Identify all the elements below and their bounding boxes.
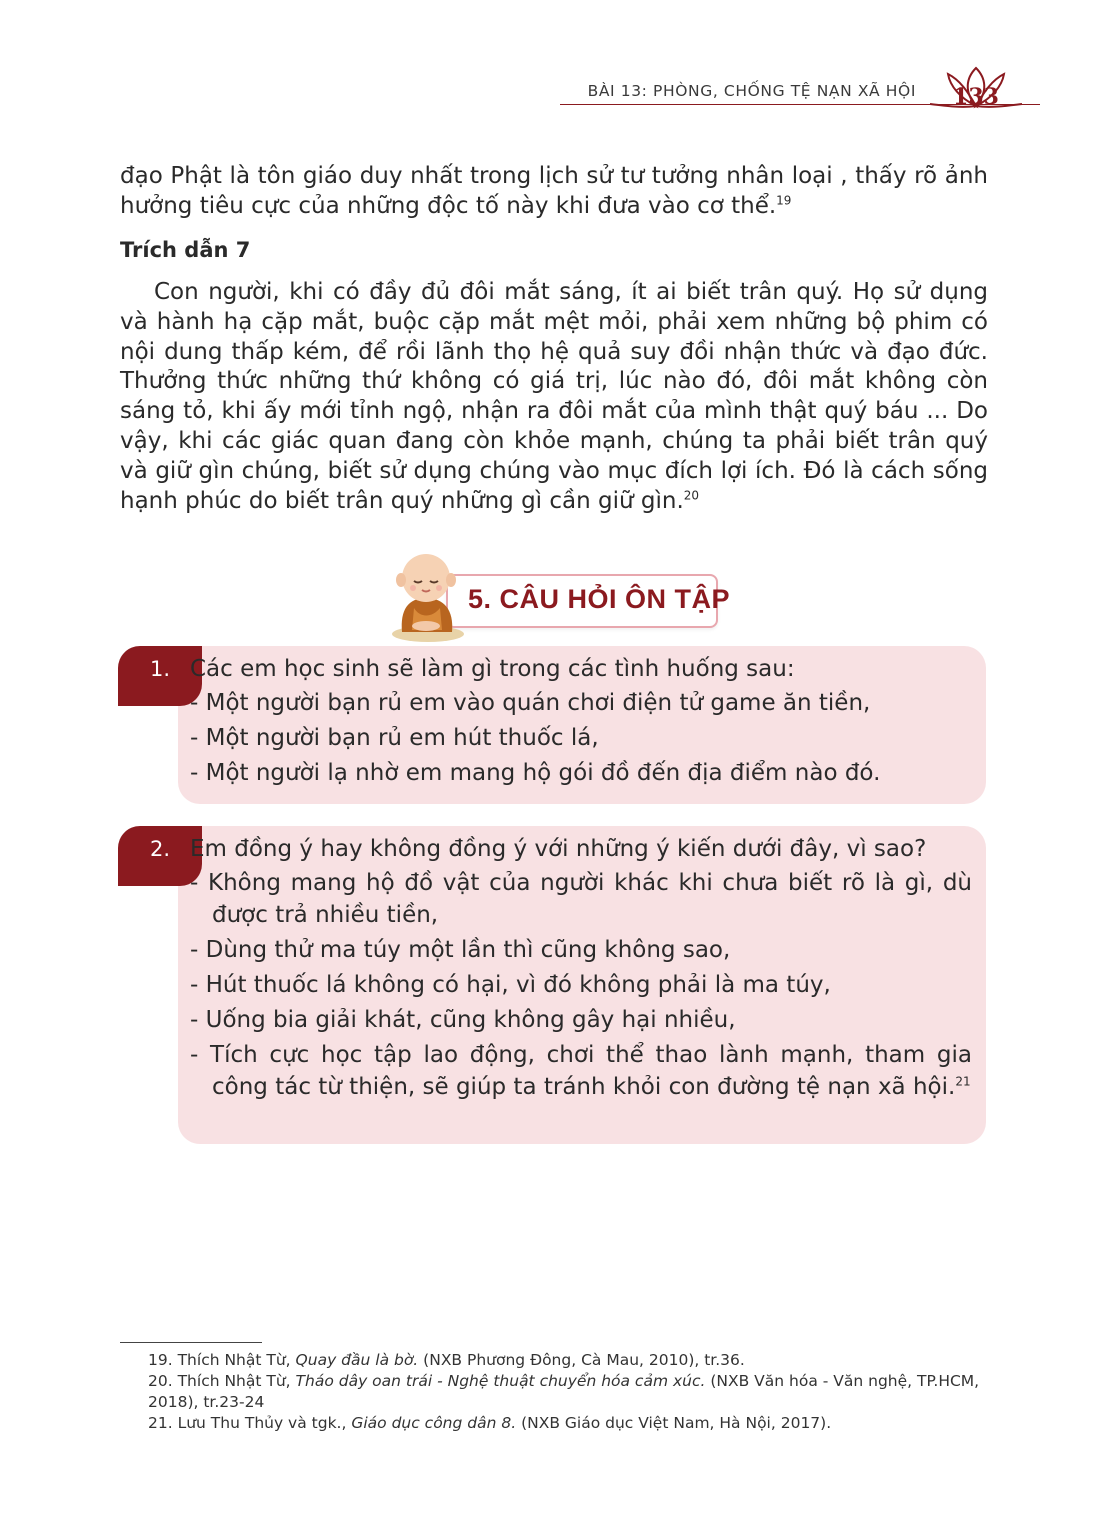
footnote bbox=[120, 1350, 988, 1371]
question-number: 2. bbox=[118, 826, 202, 886]
question-title: Các em học sinh sẽ làm gì trong các tình huống sau: bbox=[190, 656, 795, 682]
quote-heading: Trích dẫn 7 bbox=[120, 238, 251, 262]
question-item: - Dùng thử ma túy một lần thì cũng không sao, bbox=[190, 937, 731, 963]
page-header bbox=[560, 76, 1040, 116]
quote-paragraph bbox=[120, 278, 988, 516]
question-box bbox=[149, 646, 986, 804]
question-item: - Uống bia giải khát, cũng không gây hại nhiều, bbox=[190, 1007, 736, 1033]
question-content bbox=[190, 832, 972, 1106]
question-item: - Một người bạn rủ em vào quán chơi điện tử game ăn tiền, bbox=[190, 690, 871, 716]
footnote-details: (NXB Giáo dục Việt Nam, Hà Nội, 2017). bbox=[516, 1414, 832, 1432]
question-content bbox=[190, 652, 972, 792]
footnote-title: Quay đầu là bờ. bbox=[295, 1351, 419, 1369]
footnote-details: (NXB Phương Đông, Cà Mau, 2010), tr.36. bbox=[418, 1351, 745, 1369]
footnote-ref: 19 bbox=[776, 193, 792, 208]
footnote-details: (NXB Văn hóa - Văn nghệ, TP.HCM, 2018), tr.23-24 bbox=[148, 1372, 980, 1411]
quote-text: Con người, khi có đầy đủ đôi mắt sáng, ít ai biết trân quý. Họ sử dụng và hành hạ cặp mắt, buộc cặp mắt mệt mỏi, phải xem những bộ phim có nội dung thấp kém, để rồi lãnh thọ hệ quả suy đồi nhận thức và đạo đức. Thưởng thức những thứ không có giá trị, lúc nào đó, đôi mắt không còn sáng tỏ, khi ấy mới tỉnh ngộ, nhận ra đôi mắt của mình thật quý báu ... Do vậy, khi các giác quan đang còn khỏe mạnh, chúng ta phải biết trân quý và giữ gìn chúng, biết sử dụng chúng vào mục đích lợi ích. Đó là cách sống hạnh phúc do biết trân quý những gì cần giữ gìn. bbox=[120, 279, 988, 514]
chapter-title: BÀI 13: PHÒNG, CHỐNG TỆ NẠN XÃ HỘI bbox=[587, 82, 916, 100]
question-item: - Một người bạn rủ em hút thuốc lá, bbox=[190, 725, 599, 751]
question-item: - Hút thuốc lá không có hại, vì đó không phải là ma túy, bbox=[190, 972, 831, 998]
section-banner bbox=[384, 548, 731, 648]
footnote bbox=[120, 1413, 988, 1434]
question-title: Em đồng ý hay không đồng ý với những ý kiến dưới đây, vì sao? bbox=[190, 836, 927, 862]
page-number: 133 bbox=[953, 84, 999, 110]
question-item bbox=[190, 1039, 972, 1103]
footnote-ref: 21 bbox=[955, 1074, 971, 1089]
footnote-author: Thích Nhật Từ, bbox=[177, 1351, 296, 1369]
footnote-number: 21. bbox=[148, 1414, 173, 1432]
monk-icon bbox=[384, 548, 468, 644]
footnotes bbox=[120, 1350, 988, 1434]
footnote-ref: 20 bbox=[683, 487, 700, 502]
question-item-text: - Tích cực học tập lao động, chơi thể thao lành mạnh, tham gia công tác từ thiện, sẽ giúp ta tránh khỏi con đường tệ nạn xã hội. bbox=[190, 1042, 972, 1100]
footnote-rule bbox=[120, 1342, 262, 1343]
banner-box bbox=[446, 574, 731, 628]
footnote-number: 19. bbox=[148, 1351, 173, 1369]
question-item: - Một người lạ nhờ em mang hộ gói đồ đến địa điểm nào đó. bbox=[190, 760, 881, 786]
question-box bbox=[149, 826, 986, 1144]
footnote-title: Tháo dây oan trái - Nghệ thuật chuyển hóa cảm xúc. bbox=[295, 1372, 706, 1390]
footnote-author: Thích Nhật Từ, bbox=[177, 1372, 296, 1390]
section-title: 5. CÂU HỎI ÔN TẬP bbox=[468, 584, 731, 614]
intro-paragraph bbox=[120, 162, 988, 222]
footnote bbox=[120, 1371, 988, 1413]
footnote-number: 20. bbox=[148, 1372, 173, 1390]
intro-text: đạo Phật là tôn giáo duy nhất trong lịch sử tư tưởng nhân loại , thấy rõ ảnh hưởng tiêu cực của những độc tố này khi đưa vào cơ thể. bbox=[120, 163, 988, 219]
footnote-author: Lưu Thu Thủy và tgk., bbox=[177, 1414, 352, 1432]
question-number: 1. bbox=[118, 646, 202, 706]
question-item: - Không mang hộ đồ vật của người khác khi chưa biết rõ là gì, dù được trả nhiều tiền, bbox=[190, 870, 972, 928]
footnote-title: Giáo dục công dân 8. bbox=[351, 1414, 517, 1432]
